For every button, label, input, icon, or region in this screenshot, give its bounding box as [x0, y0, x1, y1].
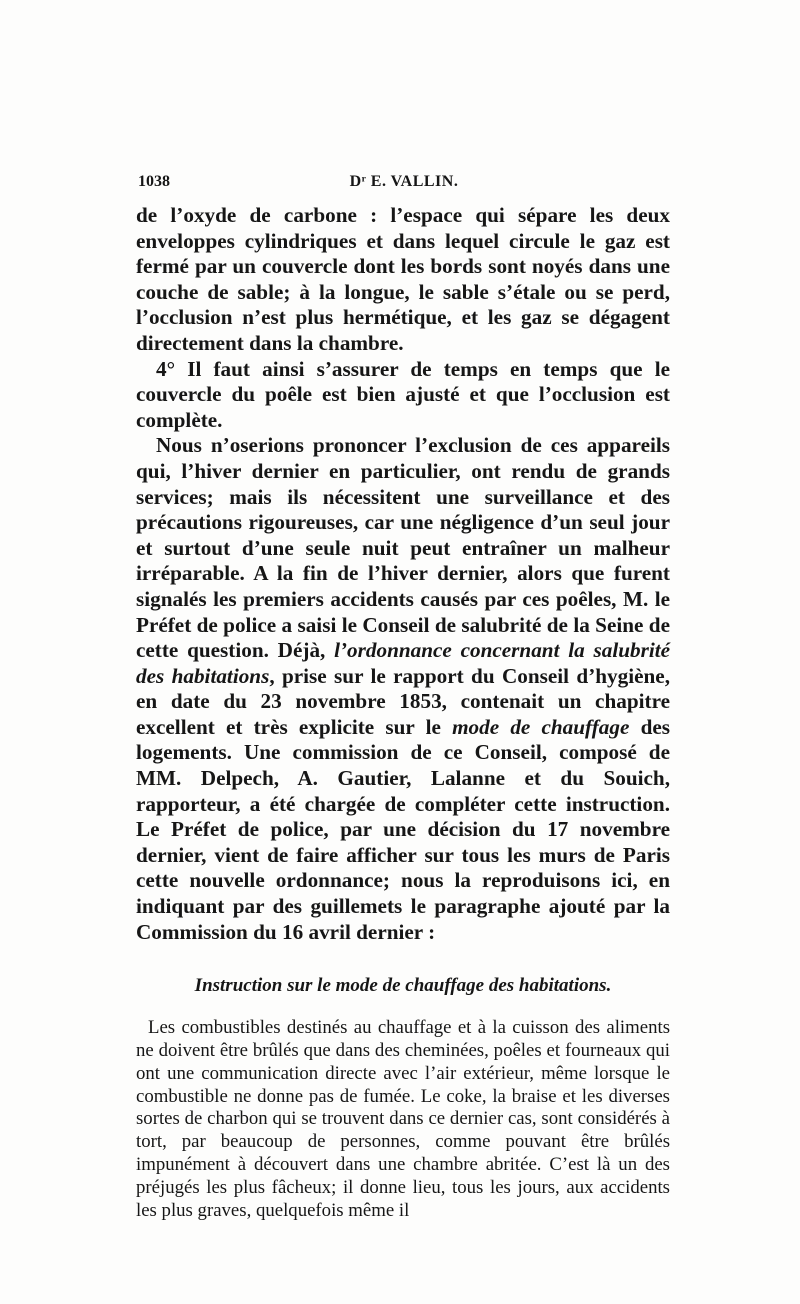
- paragraph-commission: [136, 433, 670, 945]
- paragraph-text: des logements. Une commission de ce Conseil, composé de MM. Delpech, A. Gautier, Lalanne et du Souich, rapporteur, a été chargée de compléter cette instruction. Le Préfet de police, par une décision du 17 novembre dernier, vient de faire afficher sur tous les murs de Paris cette nouvelle ordonnance; nous la reproduisons ici, en indiquant par des guillemets le paragraphe ajouté par la Commission du 16 avril dernier :: [136, 714, 670, 944]
- section-title: Instruction sur le mode de chauffage des habitations.: [194, 975, 612, 997]
- running-head: Dʳ E. VALLIN.: [349, 173, 459, 190]
- instruction-paragraph: Les combustibles destinés au chauffage et à la cuisson des aliments ne doivent être brûlés que dans des cheminées, poêles et fourneaux qui ont une communication directe avec l’air extérieur, même lorsque le combustible ne donne pas de fumée. Le coke, la braise et les diverses sortes de charbon qui se trouvent dans ce dernier cas, sont considérés à tort, par beaucoup de personnes, comme pouvant être brûlés impunément à découvert dans une chambre abritée. C’est là un des préjugés les plus fâcheux; il donne lieu, tous les jours, aux accidents les plus graves, quelquefois même il: [136, 1017, 670, 1221]
- ordinance-title: l’ordonnance concernant la salubrité des habitations: [136, 638, 671, 688]
- page-body: [136, 203, 670, 1222]
- page-number: 1038: [138, 173, 170, 190]
- page-header: [138, 173, 670, 195]
- paragraph-text: Nous n’oserions prononcer l’exclusion de ces appareils qui, l’hiver dernier en particulier, ont rendu de grands services; mais ils nécessitent une surveillance et des précautions rigoureuses, car une négligence d’un seul jour et surtout d’une seule nuit peut entraîner un malheur irréparable. A la fin de l’hiver dernier, alors que furent signalés les premiers accidents causés par ces poêles, M. le Préfet de police a saisi le Conseil de salubrité de la Seine de cette question. Déjà,: [136, 433, 670, 663]
- paragraph-continuation: de l’oxyde de carbone : l’espace qui sépare les deux enveloppes cylindriques et dans lequel circule le gaz est fermé par un couvercle dont les bords sont noyés dans une couche de sable; à la longue, le sable s’étale ou se perd, l’occlusion n’est plus hermétique, et les gaz se dégagent directement dans la chambre.: [136, 203, 670, 355]
- paragraph-text: , prise sur le rapport du Conseil d’hygiène, en date du 23 novembre 1853, contenait un chapitre excellent et très explicite sur le: [136, 663, 670, 739]
- paragraph-point-4: 4° Il faut ainsi s’assurer de temps en temps que le couvercle du poêle est bien ajusté et que l’occlusion est complète.: [136, 356, 670, 432]
- heating-mode-term: mode de chauffage: [452, 714, 630, 739]
